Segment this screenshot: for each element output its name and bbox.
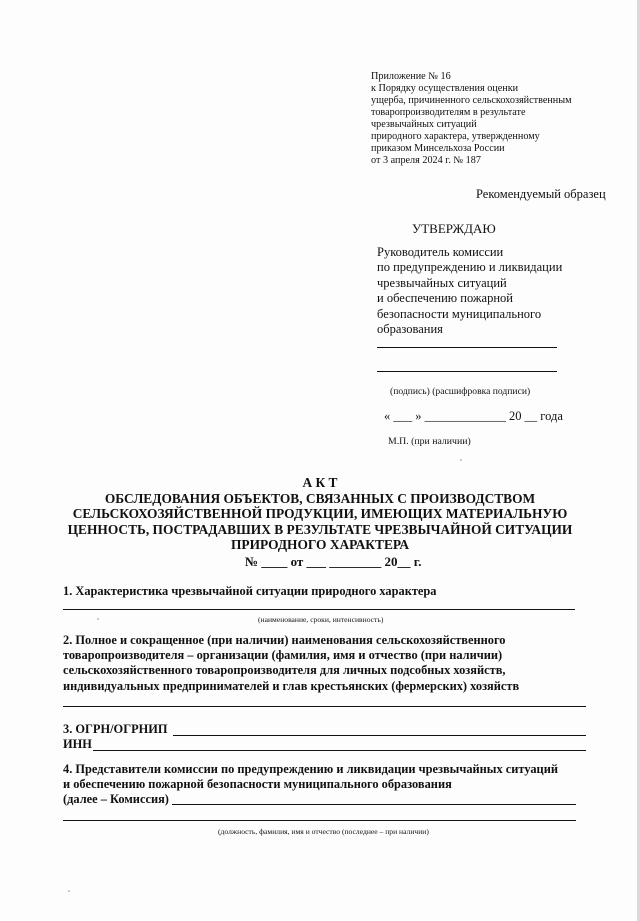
inn-fill-line bbox=[93, 750, 586, 751]
scan-speck bbox=[97, 618, 99, 620]
act-title-line: ПРИРОДНОГО ХАРАКТЕРА bbox=[230, 537, 410, 553]
section-4-line: (далее – Комиссия) bbox=[63, 792, 169, 807]
appendix-line: Приложение № 16 bbox=[371, 71, 451, 82]
act-number-line: № ____ от ___ ________ 20__ г. bbox=[245, 554, 422, 569]
section-1-heading-text: 1. Характеристика чрезвычайной ситуации природного характера bbox=[63, 584, 437, 598]
appendix-line: ущерба, причиненного сельскохозяйственным bbox=[371, 95, 572, 106]
scan-speck bbox=[460, 459, 462, 461]
recommended-sample-label: Рекомендуемый образец bbox=[476, 187, 606, 201]
position-line: по предупреждению и ликвидации bbox=[377, 260, 563, 275]
position-line: Руководитель комиссии bbox=[377, 245, 504, 259]
section-3-inn-label: ИНН bbox=[63, 737, 92, 751]
act-title-line: ОБСЛЕДОВАНИЯ ОБЪЕКТОВ, СВЯЗАННЫХ С ПРОИЗВОДСТВОМ bbox=[104, 490, 536, 506]
approval-heading: УТВЕРЖДАЮ bbox=[412, 221, 496, 236]
section-2-line: сельскохозяйственного товаропроизводителя для личных подсобных хозяйств, bbox=[63, 663, 506, 678]
appendix-line: к Порядку осуществления оценки bbox=[371, 83, 519, 94]
section-4-line: и обеспечению пожарной безопасности муниципального образования bbox=[63, 777, 452, 792]
section-2-line: индивидуальных предпринимателей и глав крестьянских (фермерских) хозяйств bbox=[63, 678, 520, 693]
section-4-caption: (должность, фамилия, имя и отчество (последнее – при наличии) bbox=[218, 827, 429, 836]
position-line: безопасности муниципального bbox=[377, 306, 542, 321]
section-4-heading bbox=[63, 762, 558, 808]
section-1-heading bbox=[63, 584, 437, 599]
position-line: и обеспечению пожарной bbox=[377, 291, 513, 306]
appendix-reference bbox=[371, 71, 611, 167]
section-4-line: 4. Представители комиссии по предупреждению и ликвидации чрезвычайных ситуаций bbox=[63, 762, 558, 776]
appendix-line: чрезвычайных ситуаций bbox=[371, 119, 477, 130]
signature-caption: (подпись) (расшифровка подписи) bbox=[390, 386, 531, 397]
appendix-line: от 3 апреля 2024 г. № 187 bbox=[371, 155, 481, 166]
position-line: чрезвычайных ситуаций bbox=[377, 275, 507, 290]
section-1-caption: (наименование, сроки, интенсивность) bbox=[258, 615, 384, 624]
commission-head-position bbox=[377, 245, 617, 337]
scan-speck bbox=[68, 890, 70, 892]
section-2-line: 2. Полное и сокращенное (при наличии) наименования сельскохозяйственного bbox=[63, 633, 506, 647]
commission-fill-line-2 bbox=[63, 820, 576, 821]
section-1-fill-line bbox=[63, 609, 575, 610]
act-title bbox=[40, 475, 600, 553]
appendix-line: природного характера, утвержденному bbox=[371, 131, 540, 142]
section-2-line: товаропроизводителя – организации (фамилия, имя и отчество (при наличии) bbox=[63, 648, 503, 663]
act-title-line: А К Т bbox=[302, 475, 338, 490]
position-line: образования bbox=[377, 322, 443, 337]
ogrn-fill-line bbox=[173, 735, 586, 736]
approval-date-line: « ___ » _____________ 20 __ года bbox=[384, 409, 563, 423]
section-2-fill-line bbox=[63, 706, 586, 707]
stamp-note: М.П. (при наличии) bbox=[388, 436, 471, 447]
signature-blank-line-2 bbox=[377, 371, 557, 372]
appendix-line: товаропроизводителям в результате bbox=[371, 107, 526, 118]
commission-fill-line bbox=[172, 804, 576, 805]
appendix-line: приказом Минсельхоза России bbox=[371, 143, 505, 154]
section-3-ogrn-label: 3. ОГРН/ОГРНИП bbox=[63, 722, 168, 736]
signature-blank-line-1 bbox=[377, 347, 557, 348]
act-title-line: ЦЕННОСТЬ, ПОСТРАДАВШИХ В РЕЗУЛЬТАТЕ ЧРЕЗВЫЧАЙНОЙ СИТУАЦИИ bbox=[67, 521, 573, 537]
act-title-line: СЕЛЬСКОХОЗЯЙСТВЕННОЙ ПРОДУКЦИИ, ИМЕЮЩИХ МАТЕРИАЛЬНУЮ bbox=[72, 506, 568, 522]
section-2-heading bbox=[63, 633, 519, 694]
